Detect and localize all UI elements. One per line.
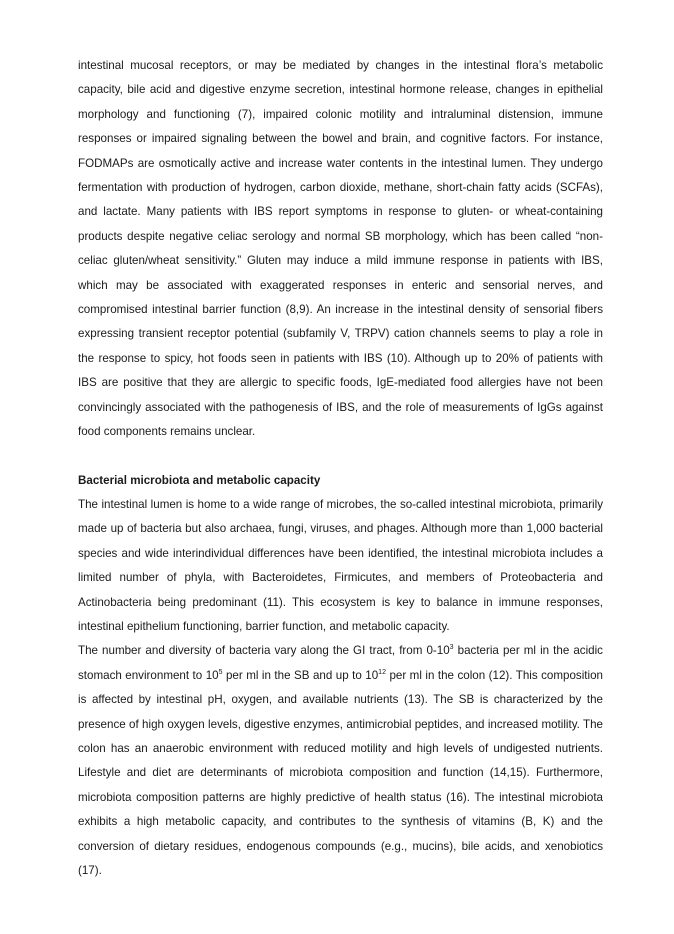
superscript: 12 xyxy=(378,668,386,676)
text-run: The number and diversity of bacteria vary along the GI tract, from 0-10 xyxy=(78,644,450,658)
paragraph-microbiota-intro: The intestinal lumen is home to a wide range of microbes, the so-called intestinal microbiota, primarily made up of bacteria but also archaea, fungi, viruses, and phages. Although more than 1,000 bacterial species and wide interindividual differences have been identified, the intestinal microbiota includes a limited number of phyla, with Bacteroidetes, Firmicutes, and members of Proteobacteria and Actinobacteria being predominant (11). This ecosystem is key to balance in immune responses, intestinal epithelium functioning, barrier function, and metabolic capacity. xyxy=(78,497,603,633)
superscript: 5 xyxy=(218,668,223,676)
text-run: bacteria per ml in the acidic stomach environment to 10 xyxy=(78,644,603,682)
paragraph-ibs-mechanisms: intestinal mucosal receptors, or may be mediated by changes in the intestinal flora’s metabolic capacity, bile acid and digestive enzyme secretion, intestinal hormone release, changes in epithelial morphology and functioning (7), impaired colonic motility and intraluminal distension, immune responses or impaired signaling between the bowel and brain, and cognitive factors. For instance, FODMAPs are osmotically active and increase water contents in the intestinal lumen. They undergo fermentation with production of hydrogen, carbon dioxide, methane, short-chain fatty acids (SCFAs), and lactate. Many patients with IBS report symptoms in response to gluten- or wheat-containing products despite negative celiac serology and normal SB morphology, which has been called “non-celiac gluten/wheat sensitivity.” Gluten may induce a mild immune response in patients with IBS, which may be associated with exaggerated responses in enteric and sensorial nerves, and compromised intestinal barrier function (8,9). An increase in the intestinal density of sensorial fibers expressing transient receptor potential (subfamily V, TRPV) cation channels seems to play a role in the response to spicy, hot foods seen in patients with IBS (10). Although up to 20% of patients with IBS are positive that they are allergic to specific foods, IgE-mediated food allergies have not been convincingly associated with the pathogenesis of IBS, and the role of measurements of IgGs against food components remains unclear. xyxy=(78,59,603,439)
paragraph-gap xyxy=(78,445,603,469)
text-run: per ml in the SB and up to 10 xyxy=(222,668,379,682)
superscript: 3 xyxy=(449,644,454,652)
paragraph-microbiota-distribution xyxy=(78,639,603,883)
section-heading: Bacterial microbiota and metabolic capacity xyxy=(78,473,321,487)
text-run: per ml in the colon (12). This composition is affected by intestinal pH, oxygen, and available nutrients (13). The SB is characterized by the presence of high oxygen levels, digestive enzymes, antimicrobial peptides, and increased motility. The colon has an anaerobic environment with reduced motility and high levels of undigested nutrients. Lifestyle and diet are determinants of microbiota composition and function (14,15). Furthermore, microbiota composition patterns are highly predictive of health status (16). The intestinal microbiota exhibits a high metabolic capacity, and contributes to the synthesis of vitamins (B, K) and the conversion of dietary residues, endogenous compounds (e.g., mucins), bile acids, and xenobiotics (17). xyxy=(78,668,603,877)
document-page xyxy=(78,54,603,883)
